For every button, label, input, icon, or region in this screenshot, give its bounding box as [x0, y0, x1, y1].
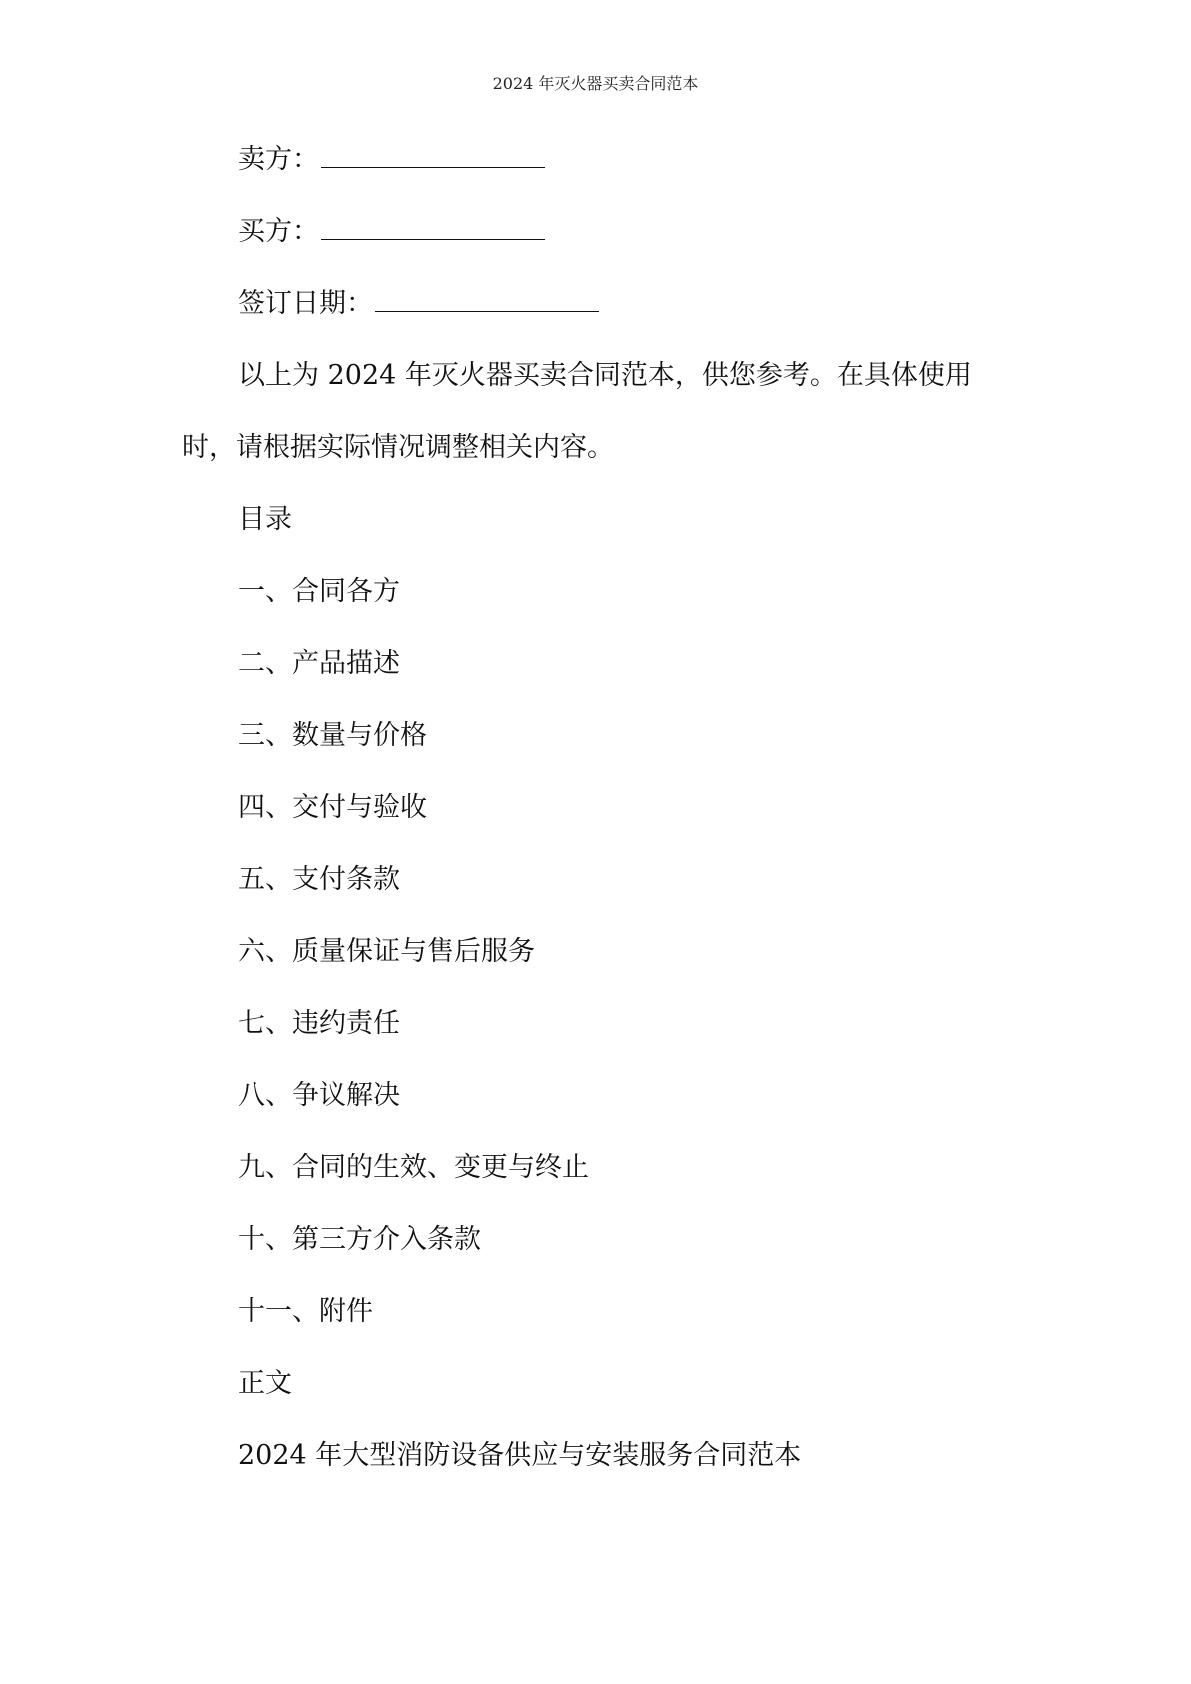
toc-item: 一、合同各方	[238, 576, 400, 607]
toc-item: 八、争议解决	[238, 1080, 400, 1111]
seller-signature-line	[238, 142, 545, 178]
sign-date-blank	[375, 287, 599, 312]
toc-item: 九、合同的生效、变更与终止	[238, 1152, 589, 1183]
running-header: 2024 年灭火器买卖合同范本	[492, 74, 699, 93]
sign-date-label: 签订日期：	[238, 288, 373, 319]
sign-date-line	[238, 286, 599, 322]
buyer-blank	[321, 215, 545, 240]
buyer-signature-line	[238, 214, 545, 250]
body-title: 正文	[238, 1368, 292, 1399]
body-subtitle: 2024 年大型消防设备供应与安装服务合同范本	[238, 1440, 802, 1471]
toc-item: 十、第三方介入条款	[238, 1224, 481, 1255]
note-line-2: 时，请根据实际情况调整相关内容。	[182, 432, 614, 463]
toc-item: 五、支付条款	[238, 864, 400, 895]
toc-title: 目录	[238, 504, 292, 535]
seller-blank	[321, 143, 545, 168]
toc-item: 三、数量与价格	[238, 720, 427, 751]
toc-item: 四、交付与验收	[238, 792, 427, 823]
seller-label: 卖方：	[238, 144, 319, 175]
note-line-1: 以上为 2024 年灭火器买卖合同范本，供您参考。在具体使用	[238, 360, 972, 391]
toc-item: 七、违约责任	[238, 1008, 400, 1039]
toc-item: 十一、附件	[238, 1296, 373, 1327]
toc-item: 二、产品描述	[238, 648, 400, 679]
toc-item: 六、质量保证与售后服务	[238, 936, 535, 967]
buyer-label: 买方：	[238, 216, 319, 247]
